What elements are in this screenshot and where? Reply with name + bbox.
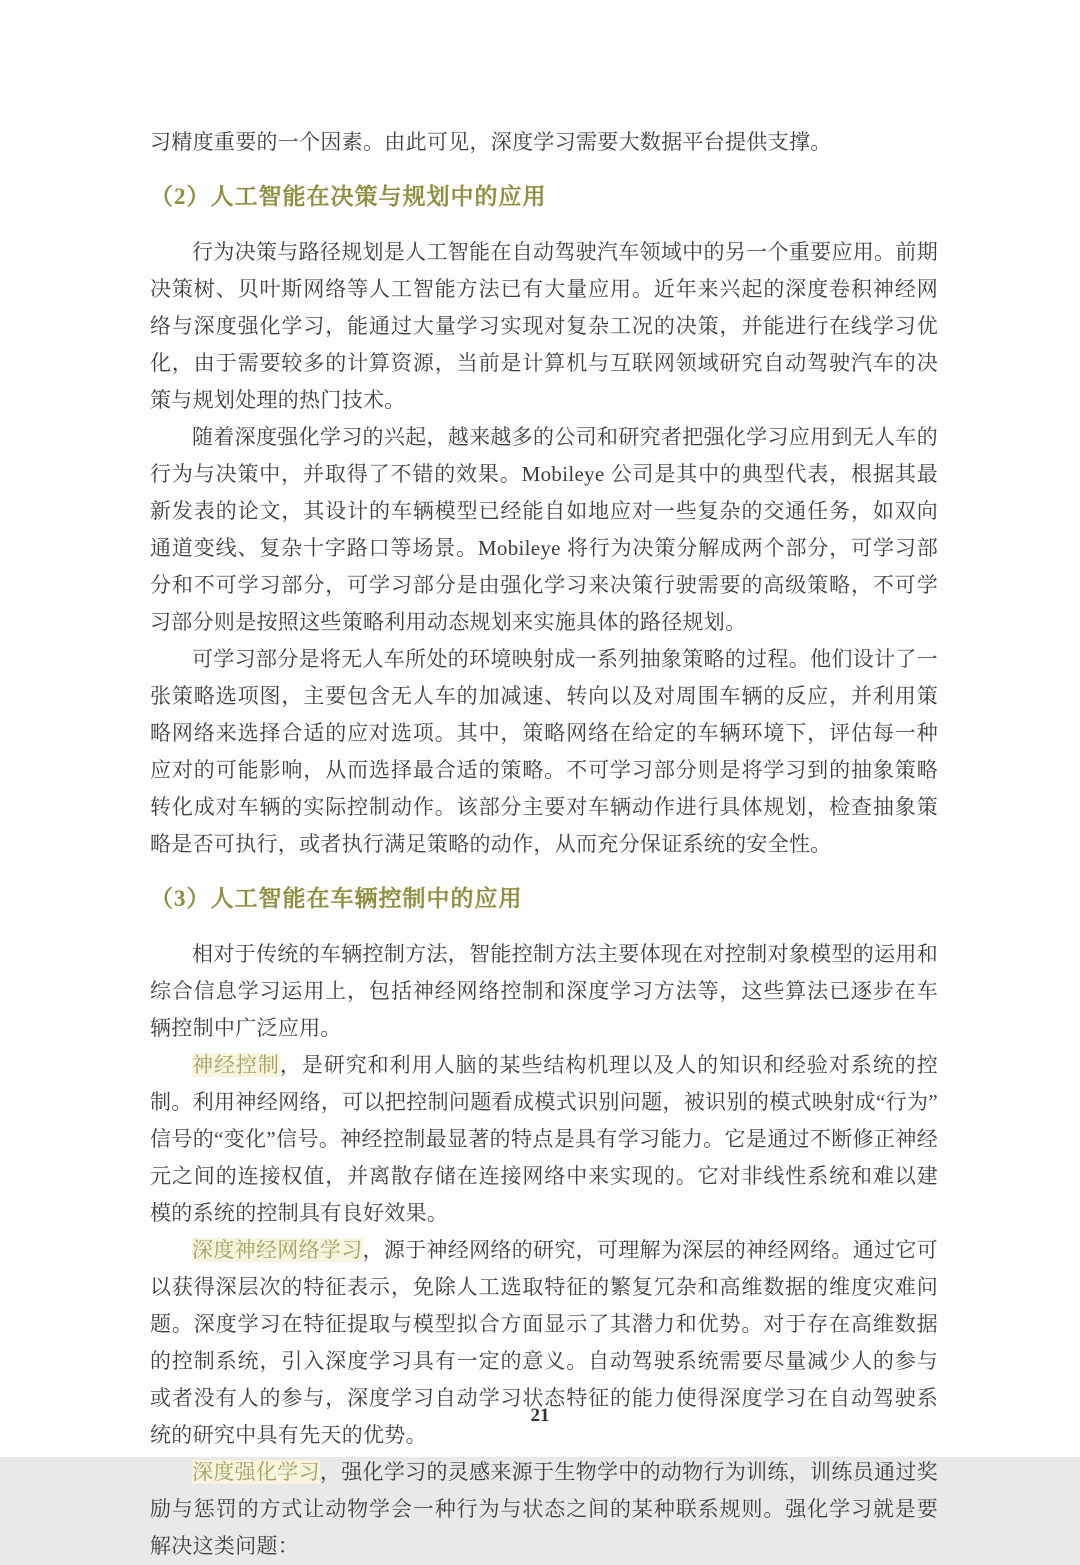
paragraph: 行为决策与路径规划是人工智能在自动驾驶汽车领域中的另一个重要应用。前期决策树、贝叶斯网络等人工智能方法已有大量应用。近年来兴起的深度卷积神经网络与深度强化学习，能通过大量学习实现对复杂工况的决策，并能进行在线学习优化，由于需要较多的计算资源，当前是计算机与互联网领域研究自动驾驶汽车的决策与规划处理的热门技术。 (150, 240, 938, 412)
paragraph-text: ，是研究和利用人脑的某些结构机理以及人的知识和经验对系统的控制。利用神经网络，可以把控制问题看成模式识别问题，被识别的模式映射成“行为”信号的“变化”信号。神经控制最显著的特点是具有学习能力。它是通过不断修正神经元之间的连接权值，并离散存储在连接网络中来实现的。它对非线性系统和难以建模的系统的控制具有良好效果。 (150, 1053, 938, 1225)
paragraph-text: ，源于神经网络的研究，可理解为深层的神经网络。通过它可以获得深层次的特征表示，免除人工选取特征的繁复冗杂和高维数据的维度灾难问题。深度学习在特征提取与模型拟合方面显示了其潜力和优势。对于存在高维数据的控制系统，引入深度学习具有一定的意义。自动驾驶系统需要尽量减少人的参与或者没有人的参与，深度学习自动学习状态特征的能力使得深度学习在自动驾驶系统的研究中具有先天的优势。 (150, 1238, 938, 1447)
keyword-term: 深度强化学习 (192, 1460, 320, 1484)
keyword-term: 深度神经网络学习 (192, 1238, 363, 1262)
page-number: 21 (530, 1405, 550, 1426)
continuation-paragraph: 习精度重要的一个因素。由此可见，深度学习需要大数据平台提供支撑。 (150, 130, 832, 154)
paragraph: 随着深度强化学习的兴起，越来越多的公司和研究者把强化学习应用到无人车的行为与决策中，并取得了不错的效果。Mobileye 公司是其中的典型代表，根据其最新发表的论文，其设计的车辆模型已经能自如地应对一些复杂的交通任务，如双向通道变线、复杂十字路口等场景。Mobileye 将行为决策分解成两个部分，可学习部分和不可学习部分，可学习部分是由强化学习来决策行驶需要的高级策略，不可学习部分则是按照这些策略利用动态规划来实施具体的路径规划。 (150, 425, 938, 634)
paragraph: 相对于传统的车辆控制方法，智能控制方法主要体现在对控制对象模型的运用和综合信息学习运用上，包括神经网络控制和深度学习方法等，这些算法已逐步在车辆控制中广泛应用。 (150, 942, 938, 1040)
keyword-term: 神经控制 (192, 1053, 280, 1077)
paragraph: 可学习部分是将无人车所处的环境映射成一系列抽象策略的过程。他们设计了一张策略选项图，主要包含无人车的加减速、转向以及对周围车辆的反应，并利用策略网络来选择合适的应对选项。其中，策略网络在给定的车辆环境下，评估每一种应对的可能影响，从而选择最合适的策略。不可学习部分则是将学习到的抽象策略转化成对车辆的实际控制动作。该部分主要对车辆动作进行具体规划，检查抽象策略是否可执行，或者执行满足策略的动作，从而充分保证系统的安全性。 (150, 647, 938, 856)
paragraph (150, 1454, 938, 1565)
paragraph-text: ，强化学习的灵感来源于生物学中的动物行为训练，训练员通过奖励与惩罚的方式让动物学会一种行为与状态之间的某种联系规则。强化学习就是要解决这类问题： (150, 1460, 938, 1558)
paragraph (150, 1047, 938, 1232)
section-2-heading: （2）人工智能在决策与规划中的应用 (150, 184, 547, 209)
section-3-heading: （3）人工智能在车辆控制中的应用 (150, 886, 523, 911)
